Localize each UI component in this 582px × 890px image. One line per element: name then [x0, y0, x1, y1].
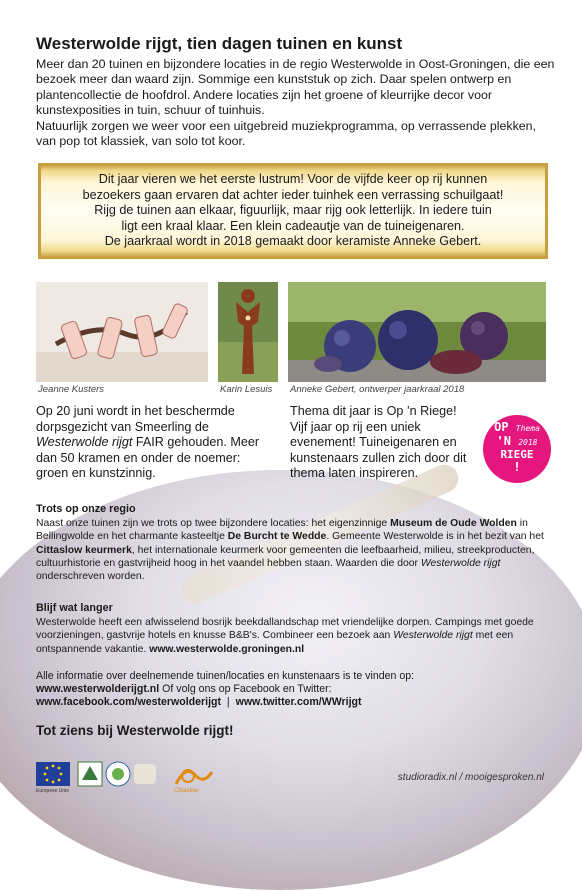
photo-karin-lesuis [218, 282, 278, 382]
cittaslow-logo-label: Cittaslow [174, 788, 199, 794]
closing-line: Tot ziens bij Westerwolde rijgt! [36, 723, 234, 738]
banner-line: De jaarkraal wordt in 2018 gemaakt door keramiste Anneke Gebert. [104, 234, 482, 248]
fair-announcement [36, 404, 272, 482]
text: met een ontspannende vakantie. [36, 630, 514, 655]
caption-jeanne-kusters: Jeanne Kusters [38, 384, 105, 395]
badge-op: OP [494, 420, 509, 434]
ceramic-beads-image [288, 282, 546, 382]
section-body [36, 616, 556, 656]
text: onderschreven worden. [36, 571, 145, 583]
sponsor-logos [36, 758, 236, 803]
theme-announcement [290, 404, 476, 482]
twitter-link[interactable]: www.twitter.com/WWrijgt [235, 696, 362, 709]
banner-line: ligt een kraal klaar. Een klein cadeautje van de tuineigenaren. [121, 218, 465, 233]
text: . Gemeente Westerwolde is in het bezit van het [326, 531, 544, 543]
op-n-riege-badge [482, 414, 552, 484]
badge-exclamation: ! [513, 460, 521, 474]
intro-text [36, 57, 556, 149]
figure-sculpture-image [218, 282, 278, 382]
badge-text [482, 421, 552, 473]
intro-paragraph-2: Natuurlijk zorgen we weer voor een uitgebreid muziekprogramma, op verrassende plekken, van pop tot klassiek, van solo tot koor. [36, 118, 537, 149]
section-heading: Trots op onze regio [36, 503, 136, 515]
text: in Bellingwolde en het charmante kasteeltje [36, 518, 528, 543]
fair-text-part: Op 20 juni wordt in het beschermde dorpsgezicht van Smeerling de [36, 404, 235, 434]
fair-text-event: Westerwolde rijgt [36, 435, 133, 450]
eu-logo-label: Europese Unie [36, 788, 70, 794]
text: , het internationale keurmerk voor gemeenten die leefbaarheid, milieu, streekproducten, cultuurhistorie en gastvrijheid hoog in het vaandel hebben staan. Waarden die door [36, 544, 535, 569]
caption-anneke-gebert: Anneke Gebert, ontwerper jaarkraal 2018 [290, 384, 465, 395]
museum-name: Museum de Oude Wolden [390, 518, 517, 530]
banner-line: Dit jaar vieren we het eerste lustrum! Voor de vijfde keer op rij kunnen [98, 172, 488, 186]
text: Naast onze tuinen zijn we trots op twee bijzondere locaties: het eigenzinnige [36, 518, 391, 530]
event-name: Westerwolde rijgt [393, 630, 473, 642]
banner-line: Rijg de tuinen aan elkaar, figuurlijk, maar rijg ook letterlijk. In iedere tuin [94, 203, 492, 217]
badge-year: 2018 [518, 438, 538, 447]
facebook-link[interactable]: www.facebook.com/westerwolderijgt [36, 696, 222, 709]
banner-line: bezoekers gaan ervaren dat achter ieder tuinhek een verrassing schuilgaat! [82, 187, 504, 202]
westerwolde-link[interactable]: www.westerwolde.groningen.nl [149, 643, 305, 655]
section-langer [36, 602, 556, 656]
theme-text: Thema dit jaar is Op ’n Riege! Vijf jaar op rij een uniek evenement! Tuineigenaren en kunstenaars zullen zich door dit thema laten inspireren. [290, 404, 467, 481]
fair-text [36, 404, 272, 482]
credits: studioradix.nl / mooigesproken.nl [397, 772, 544, 783]
fair-text-part: FAIR gehouden. Meer dan 50 kramen en onder de noemer: groen en kunstzinnig. [36, 435, 260, 481]
section-trots [36, 503, 556, 583]
sculpture-image [36, 282, 208, 382]
cittaslow-mark: Cittaslow keurmerk [36, 544, 132, 556]
section-body [36, 517, 556, 583]
badge-riege: RIEGE [500, 448, 534, 461]
castle-name: De Burcht te Wedde [227, 531, 327, 543]
caption-karin-lesuis: Karin Lesuis [220, 384, 273, 395]
text: Alle informatie over deelnemende tuinen/locaties en kunstenaars is te vinden op: [36, 670, 415, 682]
separator: | [221, 696, 236, 709]
section-heading: Blijf wat langer [36, 602, 113, 614]
info-body [36, 670, 556, 710]
section-info [36, 670, 556, 710]
website-link[interactable]: www.westerwolderijgt.nl [36, 683, 160, 696]
badge-thema: Thema [515, 424, 540, 433]
lustrum-banner-text [48, 172, 538, 250]
text: Of volg ons op Facebook en Twitter: [159, 683, 332, 696]
event-name: Westerwolde rijgt [420, 557, 501, 569]
badge-n: 'N [496, 434, 511, 448]
photo-jeanne-kusters [36, 282, 208, 382]
photo-anneke-gebert [288, 282, 546, 382]
text: Westerwolde heeft een afwisselend bosrijk beekdallandschap met vriendelijke dorpen. Campings met goede voorzieningen, gastvrije hotels en knusse B&B's. Combineer een bezoek aan [36, 617, 534, 642]
intro-paragraph-1: Meer dan 20 tuinen en bijzondere locaties in de regio Westerwolde in Oost-Groningen, die een bezoek meer dan waard zijn. Sommige een kunststuk op zich. Daar spelen ontwerp en plantencollectie de hoofdrol. Andere locaties zijn het groene of kleurrijke decor voor kunstexposities in tuin, schuur of tuinhuis. [36, 57, 555, 118]
page-title: Westerwolde rijgt, tien dagen tuinen en kunst [36, 34, 403, 53]
